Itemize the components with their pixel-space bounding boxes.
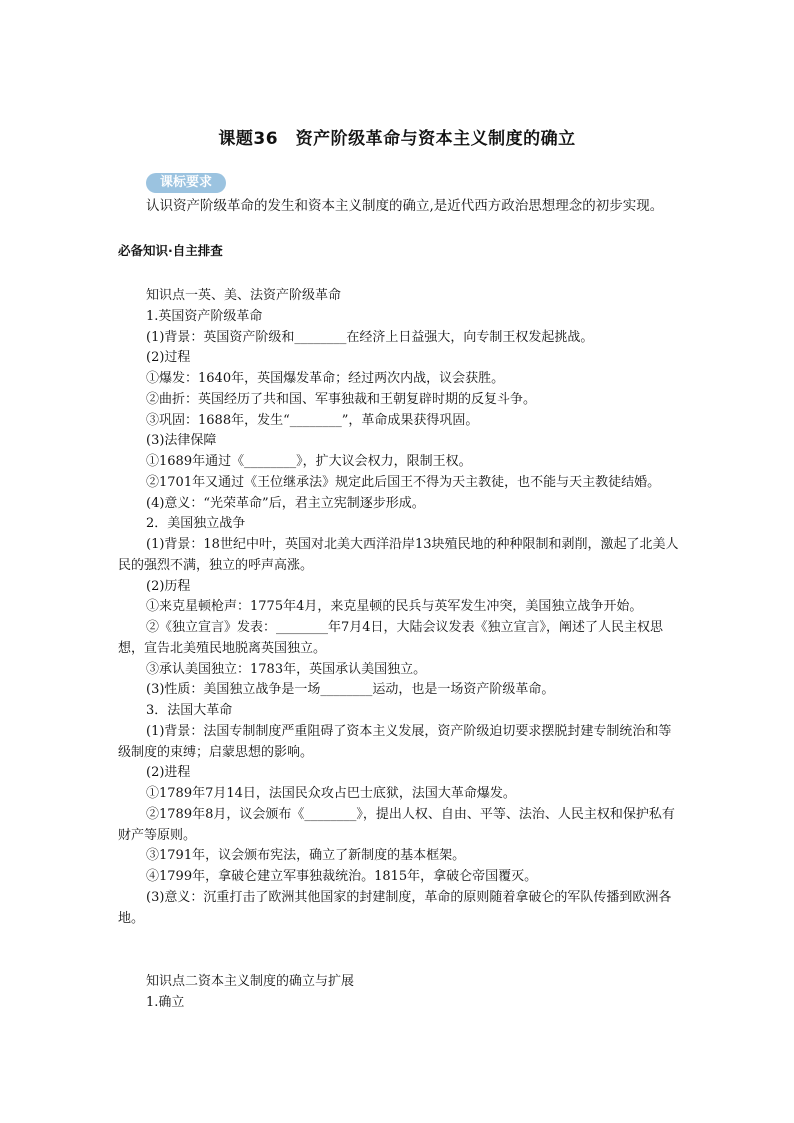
text-line: ①1789年7月14日，法国民众攻占巴士底狱，法国大革命爆发。 <box>146 786 516 801</box>
text-line: (4)意义：“光荣革命”后，君主立宪制逐步形成。 <box>146 495 425 511</box>
text-line: ②1789年8月，议会颁布《________》，提出人权、自由、平等、法治、人民主权和保护私有财产等原则。 <box>118 806 675 843</box>
text-line: (3)意义：沉重打击了欧洲其他国家的封建制度，革命的原则随着拿破仑的军队传播到欧洲各地。 <box>118 889 672 926</box>
text-line: ①爆发：1640年，英国爆发革命；经过两次内战，议会获胜。 <box>146 371 505 386</box>
text-line: 3．法国大革命 <box>146 703 233 718</box>
text-line: ②1701年又通过《王位继承法》规定此后国王不得为天主教徒，也不能与天主教徒结婚。 <box>146 474 661 490</box>
text-line: (1)背景：18世纪中叶，英国对北美大西洋沿岸13块殖民地的种种限制和剥削，激起了北美人民的强烈不满，独立的呼声高涨。 <box>118 537 679 573</box>
text-line: ①来克星顿枪声：1775年4月，来克星顿的民兵与英军发生冲突，美国独立战争开始。 <box>146 599 643 615</box>
text-line: ④1799年，拿破仑建立军事独裁统治。1815年，拿破仑帝国覆灭。 <box>146 869 538 884</box>
lesson-title: 课题36 资产阶级革命与资本主义制度的确立 <box>218 129 576 149</box>
text-line: 知识点二资本主义制度的确立与扩展 <box>146 974 355 989</box>
text-line: (2)历程 <box>146 578 191 594</box>
curriculum-standard-text: 认识资产阶级革命的发生和资本主义制度的确立,是近代西方政治思想理念的初步实现。 <box>146 198 664 214</box>
text-line: (1)背景：英国资产阶级和________在经济上日益强大，向专制王权发起挑战。 <box>146 329 594 345</box>
text-line: ③巩固：1688年，发生“________”，革命成果获得巩固。 <box>146 412 479 428</box>
knowledge-point-two <box>118 972 684 1014</box>
text-line: ②曲折：英国经历了共和国、军事独裁和王朝复辟时期的反复斗争。 <box>146 391 537 407</box>
text-line: (3)法律保障 <box>146 433 217 449</box>
curriculum-standard-badge: 课标要求 <box>146 173 226 193</box>
text-line: 1.确立 <box>146 994 185 1010</box>
text-line: (1)背景：法国专制制度严重阻碍了资本主义发展，资产阶级迫切要求摆脱封建专制统治和等级制度的束缚；启蒙思想的影响。 <box>118 723 672 760</box>
text-line: (3)性质：美国独立战争是一场________运动，也是一场资产阶级革命。 <box>146 682 555 698</box>
knowledge-point-one <box>118 286 684 929</box>
text-line: 1.英国资产阶级革命 <box>146 308 263 324</box>
text-line: ①1689年通过《________》，扩大议会权力，限制王权。 <box>146 454 472 469</box>
text-line: (2)进程 <box>146 765 191 781</box>
text-line: 2．美国独立战争 <box>146 516 246 532</box>
text-line: (2)过程 <box>146 350 191 366</box>
text-line: ③1791年，议会颁布宪法，确立了新制度的基本框架。 <box>146 848 466 864</box>
text-line: ③承认美国独立：1783年，英国承认美国独立。 <box>146 661 427 677</box>
section-heading: 必备知识·自主排查 <box>118 243 223 258</box>
text-line: ②《独立宣言》发表：________年7月4日，大陆会议发表《独立宣言》，阐述了人民主权思想，宣告北美殖民地脱离英国独立。 <box>118 620 664 656</box>
text-line: 知识点一英、美、法资产阶级革命 <box>146 288 342 303</box>
